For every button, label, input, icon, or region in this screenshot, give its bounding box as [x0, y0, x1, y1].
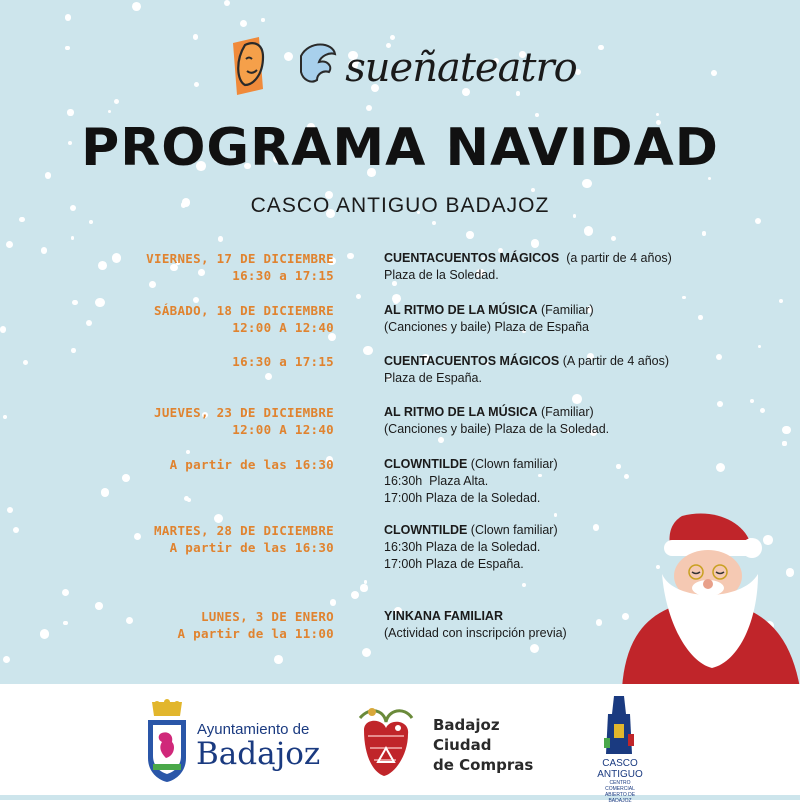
santa-claus-icon	[612, 512, 802, 693]
snowflake	[362, 648, 371, 657]
snowflake	[782, 426, 791, 435]
snowflake	[782, 441, 786, 445]
event-date	[170, 456, 334, 473]
event-name: CLOWNTILDE	[384, 523, 468, 537]
bcc-line-3: de Compras	[433, 756, 534, 774]
snowflake	[224, 0, 230, 6]
event-location: 16:30h Plaza de la Soledad.	[384, 540, 541, 554]
casco-line-1: CASCO	[602, 758, 638, 769]
snowflake	[101, 488, 110, 497]
event-date-line: 12:00 A 12:40	[232, 422, 334, 437]
casco-antiguo-label	[594, 758, 646, 780]
casco-small-1: CENTRO COMERCIAL	[605, 780, 635, 792]
snowflake	[716, 463, 725, 472]
event-location: (Actividad con inscripción previa)	[384, 626, 567, 640]
snowflake	[593, 524, 600, 531]
event-location: 17:00h Plaza de la Soledad.	[384, 491, 541, 505]
event-details	[384, 404, 609, 438]
event-details	[384, 250, 672, 284]
snowflake	[360, 584, 367, 591]
snowflake	[72, 300, 78, 306]
snowflake	[750, 399, 754, 403]
snowflake	[274, 655, 283, 664]
casco-antiguo-tower-icon	[602, 694, 638, 761]
snowflake	[716, 354, 722, 360]
snowflake	[95, 602, 103, 610]
event-note: (Familiar)	[537, 303, 594, 317]
snowflake	[611, 236, 616, 241]
snowflake	[112, 253, 121, 262]
snowflake	[13, 527, 19, 533]
event-date-line: 12:00 A 12:40	[232, 320, 334, 335]
snowflake	[755, 218, 761, 224]
snowflake	[347, 253, 354, 260]
snowflake	[126, 617, 133, 624]
event-date	[232, 353, 334, 370]
snowflake	[624, 474, 629, 479]
snowflake	[108, 110, 111, 113]
snowflake	[330, 599, 337, 606]
event-date	[154, 404, 334, 438]
snowflake	[240, 20, 247, 27]
christmas-ornament-icon	[354, 700, 418, 785]
snowflake	[265, 373, 272, 380]
snowflake	[132, 2, 141, 11]
snowflake	[717, 401, 723, 407]
event-note: (a partir de 4 años)	[559, 251, 672, 265]
snowflake	[554, 513, 558, 517]
snowflake	[702, 231, 707, 236]
brand-name: sueñateatro	[345, 45, 577, 91]
event-date	[146, 250, 334, 284]
book-mask-icon	[223, 31, 293, 106]
snowflake	[582, 179, 592, 189]
event-details	[384, 522, 558, 573]
snowflake	[6, 241, 13, 248]
bcc-line-1: Badajoz	[433, 716, 500, 734]
event-name: YINKANA FAMILIAR	[384, 609, 503, 623]
snowflake	[67, 109, 73, 115]
snowflake	[7, 507, 13, 513]
snowflake	[71, 236, 75, 240]
snowflake	[134, 533, 141, 540]
snowflake	[466, 231, 473, 238]
snowflake	[63, 621, 68, 626]
event-date-line: MARTES, 28 DE DICIEMBRE	[154, 523, 334, 538]
event-details	[384, 353, 669, 387]
event-date-line: A partir de la 11:00	[177, 626, 334, 641]
event-location: 17:00h Plaza de España.	[384, 557, 524, 571]
snowflake	[698, 315, 703, 320]
snowflake	[656, 113, 659, 116]
event-date-line: VIERNES, 17 DE DICIEMBRE	[146, 251, 334, 266]
snowflake	[186, 450, 190, 454]
snowflake	[41, 247, 47, 253]
event-date	[154, 522, 334, 556]
event-date-line: SÁBADO, 18 DE DICIEMBRE	[154, 303, 334, 318]
event-name: AL RITMO DE LA MÚSICA	[384, 405, 538, 419]
snowflake	[261, 18, 264, 21]
snowflake	[432, 221, 436, 225]
brand-logo	[0, 28, 800, 108]
event-location: 16:30h Plaza Alta.	[384, 474, 489, 488]
snowflake	[535, 113, 539, 117]
snowflake	[531, 188, 535, 192]
event-name: CUENTACUENTOS MÁGICOS	[384, 354, 560, 368]
snowflake	[65, 14, 72, 21]
snowflake	[86, 320, 92, 326]
event-location: Plaza de España.	[384, 371, 482, 385]
event-location: (Canciones y baile) Plaza de España	[384, 320, 589, 334]
snowflake	[572, 394, 582, 404]
snowflake	[779, 299, 784, 304]
snowflake	[522, 583, 527, 588]
snowflake	[682, 296, 686, 300]
event-date	[154, 302, 334, 336]
event-location: (Canciones y baile) Plaza de la Soledad.	[384, 422, 610, 436]
snowflake	[363, 346, 372, 355]
snowflake	[351, 591, 359, 599]
event-date-line: 16:30 a 17:15	[232, 268, 334, 283]
casco-small-2: ABIERTO DE BADAJOZ	[604, 792, 636, 804]
snowflake	[364, 580, 368, 584]
badajoz-label: Badajoz	[196, 736, 321, 772]
brand-header	[0, 28, 800, 108]
event-details	[384, 302, 594, 336]
snowflake	[596, 619, 602, 625]
event-date-line: JUEVES, 23 DE DICIEMBRE	[154, 405, 334, 420]
snowflake	[3, 415, 7, 419]
snowflake	[184, 496, 189, 501]
casco-antiguo-sublabel	[594, 780, 646, 804]
event-date	[177, 608, 334, 642]
snowflake	[0, 326, 6, 332]
event-note: (A partir de 4 años)	[559, 354, 670, 368]
snowflake	[95, 298, 105, 308]
event-note: (Familiar)	[537, 405, 594, 419]
snowflake	[356, 294, 361, 299]
event-details	[384, 456, 558, 507]
ayuntamiento-label: Ayuntamiento de	[197, 721, 310, 738]
snowflake	[760, 408, 765, 413]
snowflake	[122, 474, 130, 482]
event-note: (Clown familiar)	[467, 457, 558, 471]
casco-line-2: ANTIGUO	[597, 769, 643, 780]
event-location: Plaza de la Soledad.	[384, 268, 499, 282]
snowflake	[218, 236, 223, 241]
badajoz-ciudad-compras-label	[433, 715, 533, 775]
event-name: AL RITMO DE LA MÚSICA	[384, 303, 538, 317]
snowflake	[616, 464, 620, 468]
snowflake	[3, 656, 10, 663]
snowflake	[758, 345, 761, 348]
event-date-line: LUNES, 3 DE ENERO	[200, 609, 334, 624]
snowflake	[62, 589, 69, 596]
event-note: (Clown familiar)	[467, 523, 558, 537]
event-details	[384, 608, 567, 642]
event-date-line: A partir de las 16:30	[169, 457, 334, 472]
coat-of-arms-icon	[144, 698, 190, 789]
snowflake	[531, 239, 539, 247]
snowflake	[23, 360, 28, 365]
bcc-line-2: Ciudad	[433, 736, 492, 754]
event-name: CLOWNTILDE	[384, 457, 468, 471]
event-name: CUENTACUENTOS MÁGICOS	[384, 251, 560, 265]
snowflake	[71, 348, 76, 353]
snowflake	[89, 220, 93, 224]
snowflake	[584, 226, 594, 236]
snowflake	[40, 629, 50, 639]
page-subtitle: CASCO ANTIGUO BADAJOZ	[250, 194, 550, 217]
snowflake	[530, 644, 539, 653]
wing-icon	[299, 36, 339, 101]
snowflake	[98, 261, 107, 270]
footer-divider	[0, 795, 800, 800]
event-date-line: A partir de las 16:30	[169, 540, 334, 555]
event-date-line: 16:30 a 17:15	[232, 354, 334, 369]
page-title: PROGRAMA NAVIDAD	[81, 118, 719, 178]
